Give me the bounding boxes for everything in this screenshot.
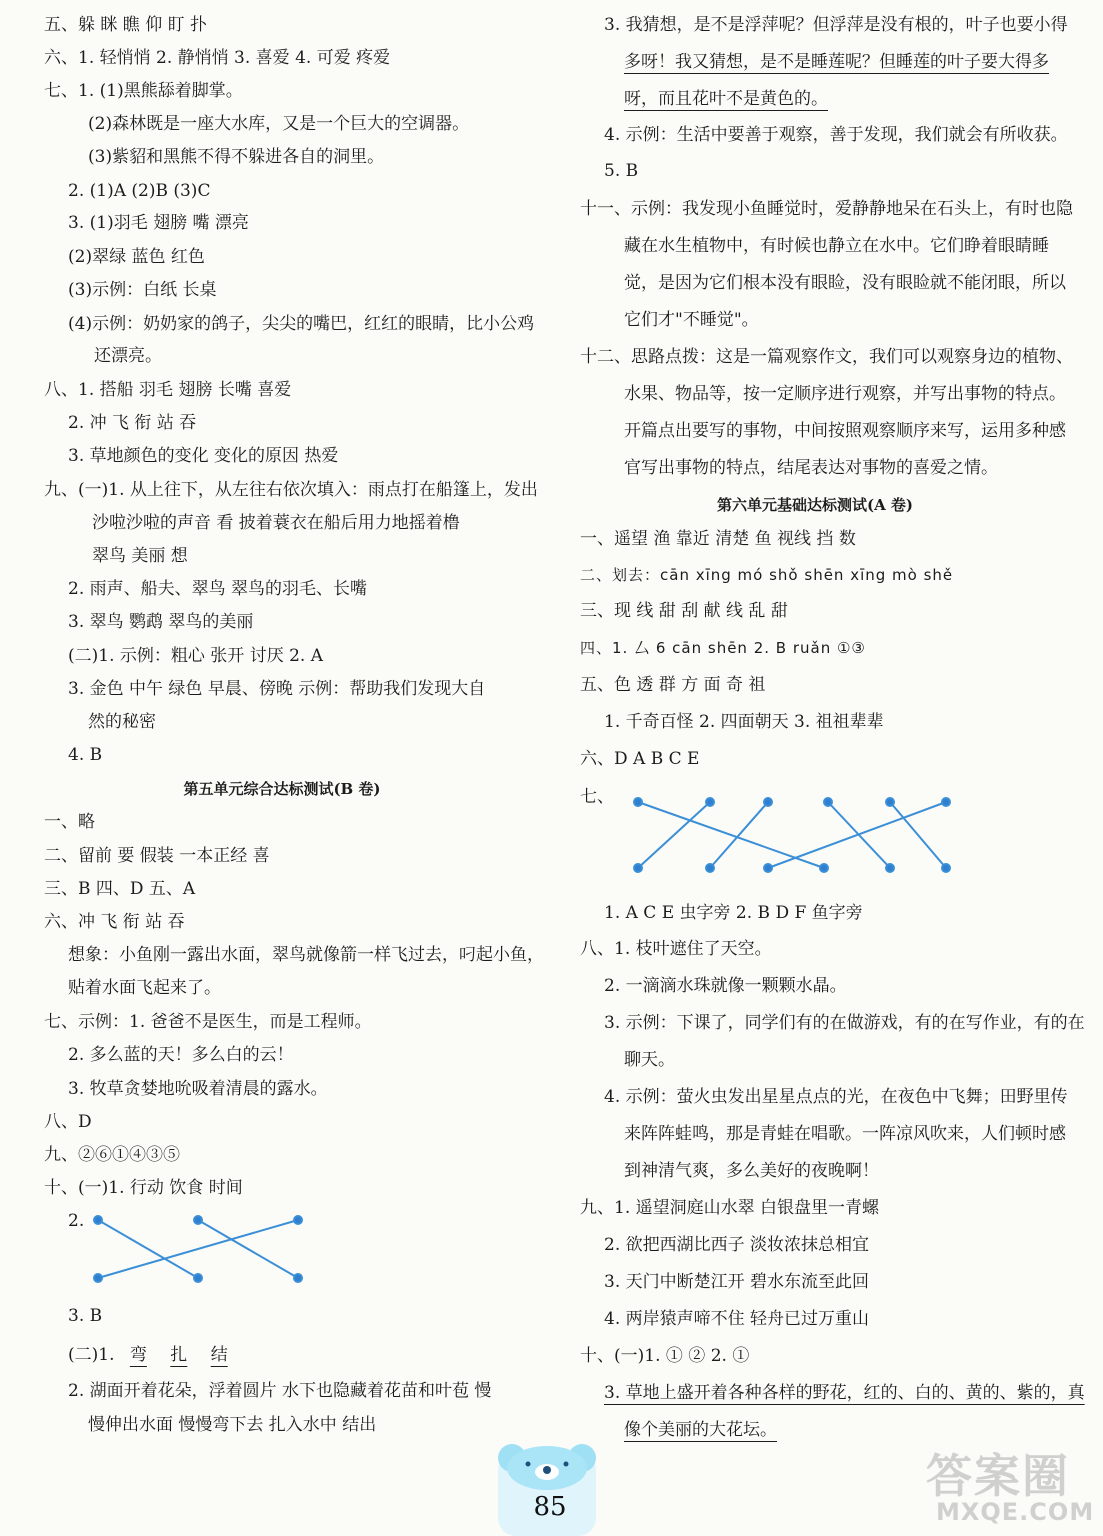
underlined-answer: 弯 bbox=[129, 1345, 147, 1365]
answer-prefix: (二)1. bbox=[68, 1345, 115, 1365]
match-dot bbox=[886, 864, 894, 872]
answer-line: 4. 两岸猿声啼不住 轻舟已过万重山 bbox=[604, 1309, 870, 1329]
answer-line: 还漂亮。 bbox=[94, 346, 162, 366]
match-dot bbox=[942, 798, 950, 806]
answer-line: 八、D bbox=[44, 1112, 92, 1132]
answer-line: 2. 一滴滴水珠就像一颗颗水晶。 bbox=[604, 976, 847, 996]
match-dot bbox=[94, 1216, 102, 1224]
answer-line: 来阵阵蛙鸣，那是青蛙在唱歌。一阵凉风吹来，人们顿时感 bbox=[624, 1124, 1066, 1144]
match-line bbox=[198, 1220, 298, 1278]
watermark bbox=[918, 1440, 1098, 1534]
answer-line: 到神清气爽，多么美好的夜晚啊！ bbox=[624, 1161, 879, 1181]
answer-line: 3. 天门中断楚江开 碧水东流至此回 bbox=[604, 1272, 870, 1292]
match-dot bbox=[634, 864, 642, 872]
answer-line: 十一、示例：我发现小鱼睡觉时，爱静静地呆在石头上，有时也隐 bbox=[580, 199, 1073, 219]
answer-line: 3. 我猜想，是不是浮萍呢？但浮萍是没有根的，叶子也要小得 bbox=[604, 15, 1068, 35]
match-dot bbox=[194, 1216, 202, 1224]
answer-line: 沙啦沙啦的声音 看 披着蓑衣在船后用力地摇着橹 bbox=[92, 513, 460, 533]
answer-line: 3. 翠鸟 鹦鹉 翠鸟的美丽 bbox=[68, 612, 254, 632]
answer-line: 3. 草地颜色的变化 变化的原因 热爱 bbox=[68, 446, 339, 466]
match-dot bbox=[294, 1216, 302, 1224]
answer-line: 2. 湖面开着花朵，浮着圆片 水下也隐藏着花苗和叶苞 慢 bbox=[68, 1381, 492, 1401]
answer-line: 1. 千奇百怪 2. 四面朝天 3. 祖祖辈辈 bbox=[604, 712, 884, 732]
answer-line: 六、1. 轻悄悄 2. 静悄悄 3. 喜爱 4. 可爱 疼爱 bbox=[44, 48, 391, 68]
answer-line: 十、(一)1. ① ② 2. ① bbox=[580, 1346, 750, 1366]
answer-line: (2)森林既是一座大水库，又是一个巨大的空调器。 bbox=[88, 114, 470, 134]
answer-line: 二、留前 要 假装 一本正经 喜 bbox=[44, 846, 270, 866]
answer-line: 七、示例：1. 爸爸不是医生，而是工程师。 bbox=[44, 1012, 372, 1032]
answer-line: 水果、物品等，按一定顺序进行观察，并写出事物的特点。 bbox=[624, 384, 1066, 404]
matching-lines-diagram bbox=[88, 1212, 298, 1282]
match-dot bbox=[706, 798, 714, 806]
answer-line: 九、1. 遥望洞庭山水翠 白银盘里一青螺 bbox=[580, 1198, 880, 1218]
answer-line: 十、(一)1. 行动 饮食 时间 bbox=[44, 1178, 243, 1198]
answer-line: 2. bbox=[68, 1211, 85, 1231]
watermark-url: MXQE.COM bbox=[936, 1498, 1095, 1526]
answer-line: 一、遥望 渔 靠近 清楚 鱼 视线 挡 数 bbox=[580, 529, 856, 549]
answer-line: 四、1. 厶 6 cān shēn 2. B ruǎn ①③ bbox=[580, 639, 866, 657]
answer-line: 2. 欲把西湖比西子 淡妆浓抹总相宜 bbox=[604, 1235, 870, 1255]
answer-line: 2. (1)A (2)B (3)C bbox=[68, 181, 211, 201]
answer-line: (2)翠绿 蓝色 红色 bbox=[68, 247, 205, 267]
match-line bbox=[98, 1220, 198, 1278]
answer-line: 藏在水生植物中，有时候也静立在水中。它们睁着眼睛睡 bbox=[624, 236, 1049, 256]
answer-line: 4. 示例：萤火虫发出星星点点的光，在夜色中飞舞；田野里传 bbox=[604, 1087, 1068, 1107]
answer-line: 八、1. 搭船 羽毛 翅膀 长嘴 喜爱 bbox=[44, 380, 292, 400]
match-dot bbox=[886, 798, 894, 806]
answer-line: 三、B 四、D 五、A bbox=[44, 879, 196, 899]
match-dot bbox=[942, 864, 950, 872]
match-dot bbox=[94, 1274, 102, 1282]
answer-line: 七、 bbox=[580, 787, 614, 807]
answer-line: 3. 金色 中午 绿色 早晨、傍晚 示例：帮助我们发现大自 bbox=[68, 679, 486, 699]
answer-line: 十二、思路点拨：这是一篇观察作文，我们可以观察身边的植物、 bbox=[580, 347, 1073, 367]
answer-line: 慢伸出水面 慢慢弯下去 扎入水中 结出 bbox=[88, 1415, 377, 1435]
answer-line: 5. B bbox=[604, 161, 639, 181]
answer-line: 聊天。 bbox=[624, 1050, 675, 1070]
answer-line: 3. 牧草贪婪地吮吸着清晨的露水。 bbox=[68, 1079, 328, 1099]
match-dot bbox=[764, 798, 772, 806]
underlined-answer: 结 bbox=[210, 1345, 228, 1365]
answer-line: (二)1. 示例：粗心 张开 讨厌 2. A bbox=[68, 646, 323, 666]
answer-line: 4. 示例：生活中要善于观察，善于发现，我们就会有所收获。 bbox=[604, 125, 1068, 145]
watermark-logo-text: 答案圈 bbox=[926, 1449, 1070, 1503]
underlined-answer: 扎 bbox=[170, 1345, 188, 1365]
answer-line: (3)示例：白纸 长桌 bbox=[68, 280, 217, 300]
answer-line: 2. 雨声、船夫、翠鸟 翠鸟的羽毛、长嘴 bbox=[68, 579, 368, 599]
match-dot bbox=[764, 864, 772, 872]
answer-line: 七、1. (1)黑熊舔着脚掌。 bbox=[44, 81, 243, 101]
answer-line: 官写出事物的特点，结尾表达对事物的喜爱之情。 bbox=[624, 458, 998, 478]
answer-line: 五、色 透 群 方 面 奇 祖 bbox=[580, 675, 766, 695]
answer-line: 二、划去：cān xīng mó shǒ shēn xīng mò shě bbox=[580, 566, 954, 584]
answer-line bbox=[68, 1344, 228, 1366]
match-line bbox=[638, 802, 710, 868]
match-dot bbox=[824, 798, 832, 806]
answer-line: 2. 冲 飞 衔 站 吞 bbox=[68, 413, 197, 433]
underlined-answer-line: 呀，而且花叶不是黄色的。 bbox=[624, 89, 828, 109]
answer-line: 一、略 bbox=[44, 812, 95, 832]
answer-line: 六、冲 飞 衔 站 吞 bbox=[44, 912, 185, 932]
match-line bbox=[710, 802, 768, 868]
underlined-answer-line: 多呀！我又猜想，是不是睡莲呢？但睡莲的叶子要大得多 bbox=[624, 52, 1049, 72]
answer-line: 觉，是因为它们根本没有眼睑，没有眼睑就不能闭眼，所以 bbox=[624, 273, 1066, 293]
answer-line: (4)示例：奶奶家的鸽子，尖尖的嘴巴，红红的眼睛，比小公鸡 bbox=[68, 314, 535, 334]
answer-line: 3. (1)羽毛 翅膀 嘴 漂亮 bbox=[68, 213, 249, 233]
answer-line: 1. A C E 虫字旁 2. B D F 鱼字旁 bbox=[604, 903, 863, 923]
underlined-answer-line: 像个美丽的大花坛。 bbox=[624, 1420, 777, 1440]
underlined-answer-line: 3. 草地上盛开着各种各样的野花，红的、白的、黄的、紫的，真 bbox=[604, 1383, 1085, 1403]
match-dot bbox=[706, 864, 714, 872]
answer-line: 三、现 线 甜 刮 献 线 乱 甜 bbox=[580, 601, 788, 621]
match-dot bbox=[194, 1274, 202, 1282]
answer-line: 开篇点出要写的事物，中间按照观察顺序来写，运用多种感 bbox=[624, 421, 1066, 441]
answer-line: 想象：小鱼刚一露出水面，翠鸟就像箭一样飞过去，叼起小鱼， bbox=[68, 945, 544, 965]
answer-line: 八、1. 枝叶遮住了天空。 bbox=[580, 939, 772, 959]
answer-line: (3)紫貂和黑熊不得不躲进各自的洞里。 bbox=[88, 147, 385, 167]
match-line bbox=[98, 1220, 298, 1278]
answer-line: 它们才"不睡觉"。 bbox=[624, 310, 759, 330]
match-dot bbox=[294, 1274, 302, 1282]
answer-line: 4. B bbox=[68, 745, 103, 765]
answer-line: 贴着水面飞起来了。 bbox=[68, 978, 221, 998]
answer-line: 五、躲 眯 瞧 仰 盯 扑 bbox=[44, 15, 208, 35]
match-dot bbox=[820, 864, 828, 872]
answer-line: 九、②⑥①④③⑤ bbox=[44, 1145, 180, 1165]
answer-line: 翠鸟 美丽 想 bbox=[92, 546, 188, 566]
matching-lines-diagram bbox=[628, 792, 958, 878]
page-number: 85 bbox=[533, 1492, 567, 1522]
answer-line: 九、(一)1. 从上往下，从左往右依次填入：雨点打在船篷上，发出 bbox=[44, 480, 538, 500]
answer-line: 2. 多么蓝的天！多么白的云！ bbox=[68, 1045, 294, 1065]
answer-line: 六、D A B C E bbox=[580, 749, 700, 769]
answer-line: 3. B bbox=[68, 1306, 103, 1326]
match-dot bbox=[634, 798, 642, 806]
answer-line: 3. 示例：下课了，同学们有的在做游戏，有的在写作业，有的在 bbox=[604, 1013, 1085, 1033]
section-heading: 第六单元基础达标测试(A 卷) bbox=[716, 496, 914, 514]
answer-line: 然的秘密 bbox=[88, 712, 156, 732]
section-heading: 第五单元综合达标测试(B 卷) bbox=[183, 780, 381, 798]
